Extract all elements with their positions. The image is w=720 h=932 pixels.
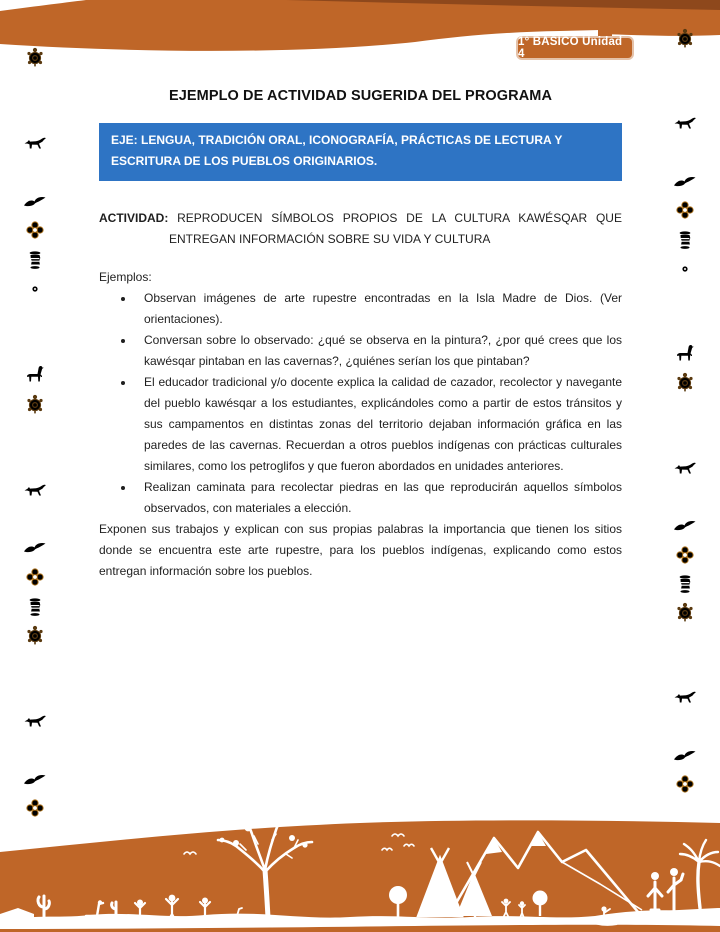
shaman-icon [23, 449, 47, 477]
shaman-icon [673, 656, 697, 684]
footer-landscape-art [0, 810, 720, 932]
human-figure-icon [673, 714, 697, 742]
flower-icon [673, 771, 697, 799]
document-body [99, 86, 622, 582]
flower-icon [673, 542, 697, 570]
right-icon-rail [673, 0, 699, 932]
actividad-label: ACTIVIDAD: [99, 211, 169, 225]
closing-paragraph: Exponen sus trabajos y explican con sus propias palabras la importancia que tienen los sitios donde se encuentra este arte rupestre, para los pueblos indígenas, explicando como estos entregan información sobre los pueblos. [99, 522, 622, 578]
turtle-icon [23, 622, 47, 650]
fox-icon [23, 478, 47, 506]
dancer-icon [23, 651, 47, 679]
llama-icon [23, 362, 47, 390]
fox-icon [673, 111, 697, 139]
fox-icon [673, 685, 697, 713]
actividad-text: REPRODUCEN SÍMBOLOS PROPIOS DE LA CULTURA KAWÉSQAR QUE ENTREGAN INFORMACIÓN SOBRE SU VIDA Y CULTURA [169, 211, 622, 246]
shaman-icon [23, 680, 47, 708]
ejemplos-list [99, 288, 622, 519]
eje-banner-text: EJE: LENGUA, TRADICIÓN ORAL, ICONOGRAFÍA, PRÁCTICAS DE LECTURA Y ESCRITURA DE LOS PUEBLOS ORIGINARIOS. [111, 133, 563, 168]
unit-badge [516, 36, 634, 60]
human-figure-icon [23, 738, 47, 766]
condor-icon [673, 513, 697, 541]
llama-icon [673, 341, 697, 369]
human-figure-icon [23, 160, 47, 188]
dancer-icon [673, 398, 697, 426]
fox-icon [23, 709, 47, 737]
condor-icon [23, 535, 47, 563]
ejemplo-bullet: • Observan imágenes de arte rupestre encontradas en la Isla Madre de Dios. (Ver orientaciones). [135, 288, 622, 330]
sun-icon [23, 275, 47, 303]
flower-icon [23, 217, 47, 245]
shaman-icon [673, 82, 697, 110]
sun-icon [673, 255, 697, 283]
ejemplo-bullet: • Conversan sobre lo observado: ¿qué se observa en la pintura?, ¿por qué crees que los kawésqar pintaban en las cavernas?, ¿quiénes serían los que pintaban? [135, 330, 622, 372]
crowned-figure-icon [673, 283, 697, 311]
dancer-icon [23, 420, 47, 448]
condor-icon [673, 169, 697, 197]
human-figure-icon [673, 140, 697, 168]
turtle-icon [23, 44, 47, 72]
hat-figure-icon [673, 312, 697, 340]
actividad-paragraph [99, 208, 622, 250]
left-icon-rail [23, 0, 49, 932]
dancer-icon [23, 73, 47, 101]
dancer-icon [673, 54, 697, 82]
page-title: EJEMPLO DE ACTIVIDAD SUGERIDA DEL PROGRAMA [168, 88, 553, 104]
fox-icon [673, 456, 697, 484]
turtle-icon [673, 25, 697, 53]
pot-icon [23, 246, 47, 274]
human-figure-icon [23, 506, 47, 534]
unit-badge-label: 1° BÁSICO Unidad 4 [518, 36, 623, 60]
shaman-icon [23, 102, 47, 130]
hat-figure-icon [23, 333, 47, 361]
pot-icon [673, 570, 697, 598]
ejemplo-bullet: • El educador tradicional y/o docente explica la calidad de cazador, recolector y navegante del pueblo kawésqar a los estudiantes, explicándoles como a partir de estos tránsitos y sus campamentos en distintas zonas del territorio dejaban información gráfica en las paredes de las cavernas. Recuerdan a otros pueblos indígenas con prácticas culturales similares, como los petroglifos y que fueron abordados en unidades anteriores. [135, 372, 622, 477]
dancer-icon [673, 628, 697, 656]
crowned-figure-icon [23, 304, 47, 332]
flower-icon [673, 197, 697, 225]
fox-icon [23, 131, 47, 159]
human-figure-icon [673, 484, 697, 512]
turtle-icon [673, 369, 697, 397]
pot-icon [673, 226, 697, 254]
ejemplo-bullet: • Realizan caminata para recolectar piedras en las que reproducirán aquellos símbolos observados, con materiales a elección. [135, 477, 622, 519]
ejemplos-heading: Ejemplos: [99, 270, 152, 284]
flower-icon [23, 564, 47, 592]
turtle-icon [23, 391, 47, 419]
condor-icon [23, 189, 47, 217]
eje-banner [99, 123, 622, 181]
turtle-icon [673, 599, 697, 627]
shaman-icon [673, 427, 697, 455]
pot-icon [23, 593, 47, 621]
condor-icon [23, 767, 47, 795]
condor-icon [673, 743, 697, 771]
